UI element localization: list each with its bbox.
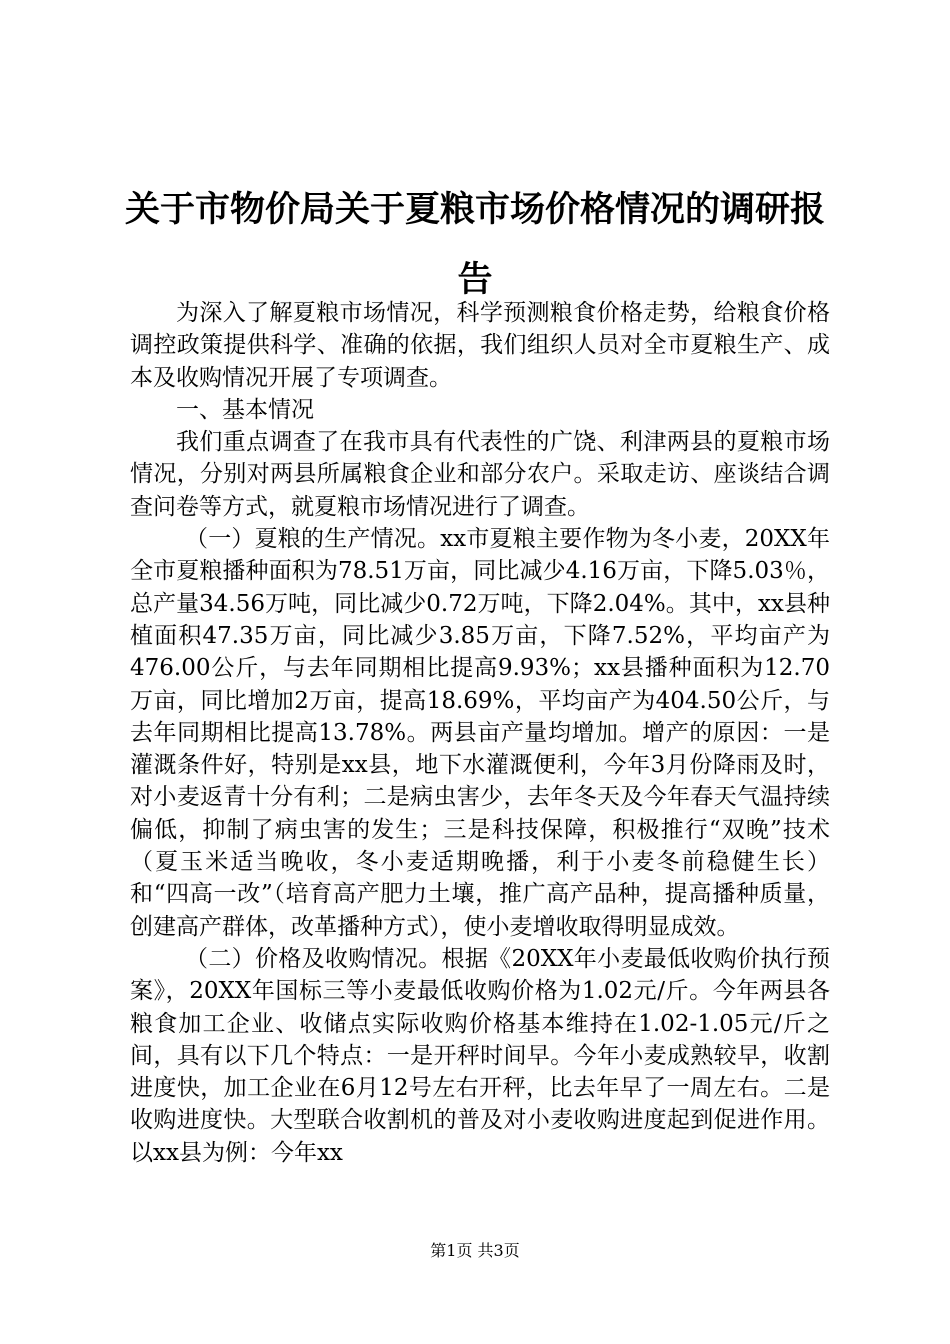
- paragraph-intro: 为深入了解夏粮市场情况，科学预测粮食价格走势，给粮食价格调控政策提供科学、准确的依据，我们组织人员对全市夏粮生产、成本及收购情况开展了专项调查。: [130, 300, 830, 391]
- page-number-footer: 第1页 共3页: [430, 1241, 520, 1260]
- section-heading-basic: 一、基本情况: [176, 396, 314, 423]
- paragraph-price: （二）价格及收购情况。根据《20XX年小麦最低收购价执行预案》，20XX年国标三等小麦最低收购价格为1.02元/斤。今年两县各粮食加工企业、收储点实际收购价格基本维持在1.02-1.05元/斤之间，具有以下几个特点：一是开秤时间早。今年小麦成熟较早，收割进度快，加工企业在6月12号左右开秤，比去年早了一周左右。二是收购进度快。大型联合收割机的普及对小麦收购进度起到促进作用。以xx县为例：今年xx: [130, 945, 830, 1166]
- paragraph-production: （一）夏粮的生产情况。xx市夏粮主要作物为冬小麦，20XX年全市夏粮播种面积为78.51万亩，同比减少4.16万亩，下降5.03％，总产量34.56万吨，同比减少0.72万吨，下降2.04%。其中，xx县种植面积47.35万亩，同比减少3.85万亩，下降7.52%，平均亩产为476.00公斤，与去年同期相比提高9.93%；xx县播种面积为12.70万亩，同比增加2万亩，提高18.69%，平均亩产为404.50公斤，与去年同期相比提高13.78%。两县亩产量均增加。增产的原因：一是灌溉条件好，特别是xx县，地下水灌溉便利，今年3月份降雨及时，对小麦返青十分有利；二是病虫害少，去年冬天及今年春天气温持续偏低，抑制了病虫害的发生；三是科技保障，积极推行“双晚”技术（夏玉米适当晚收，冬小麦适期晚播，利于小麦冬前稳健生长）和“四高一改”（培育高产肥力土壤，推广高产品种，提高播种质量，创建高产群体，改革播种方式），使小麦增收取得明显成效。: [130, 526, 830, 940]
- document-title: 关于市物价局关于夏粮市场价格情况的调研报告: [124, 190, 825, 300]
- paragraph-survey: 我们重点调查了在我市具有代表性的广饶、利津两县的夏粮市场情况，分别对两县所属粮食企业和部分农户。采取走访、座谈结合调查问卷等方式，就夏粮市场情况进行了调查。: [130, 429, 830, 520]
- document-body: [130, 297, 830, 1169]
